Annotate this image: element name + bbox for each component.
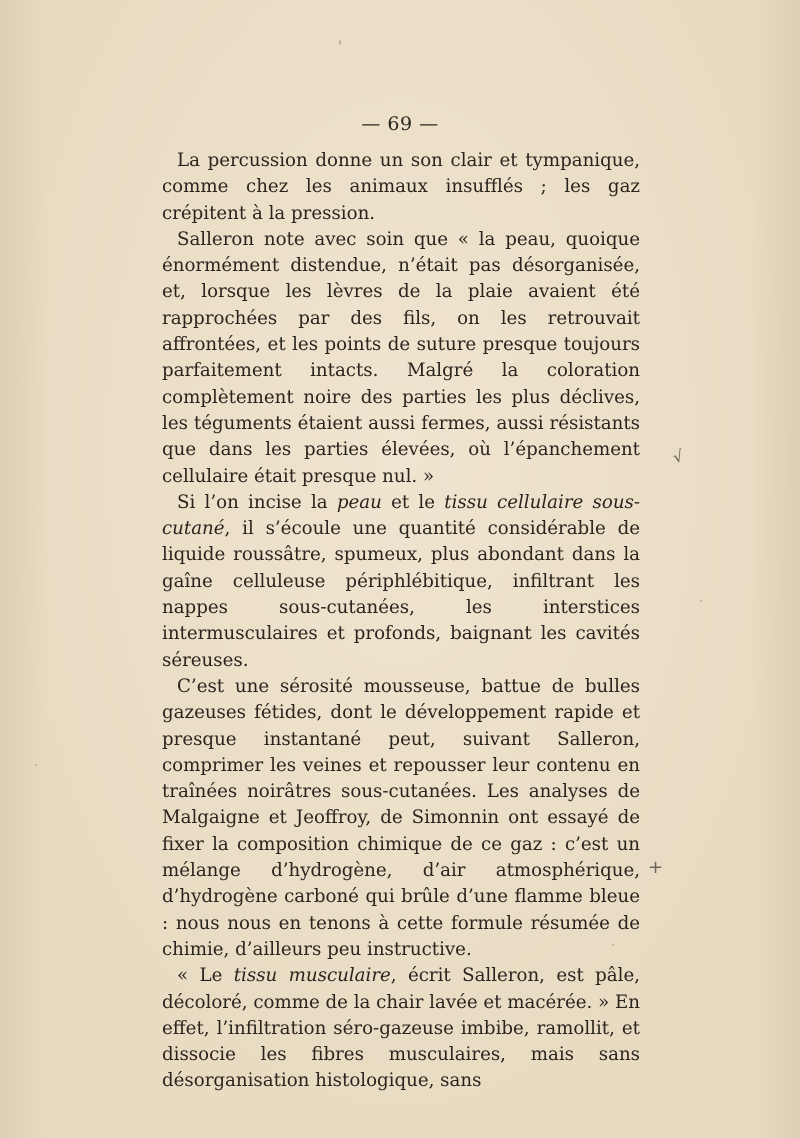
paragraph-2-text: Salleron note avec soin que « la peau, quoique énormément distendue, n’était pas désorganisée, et, lorsque les lèvres de la plaie avaient été rapprochées par des fils, on les retrouvait affrontées, et les points de suture presque toujours parfaitement intacts. Malgré la coloration complètement noire des parties les plus déclives, les téguments étaient aussi fermes, aussi résistants que dans les parties élevées, où l’épanchement cellulaire était presque nul. » — [162, 228, 640, 487]
paragraph-4-text: C’est une sérosité mousseuse, battue de bulles gazeuses fétides, dont le développement rapide et presque instantané peut, suivant Salleron, comprimer les veines et repousser leur contenu en traînées noirâtres sous-cutanées. Les analyses de Malgaigne et Jeoffroy, de Simonnin ont essayé de fixer la composition chimique de ce gaz : c’est un mélange d’hydrogène, d’air atmosphérique, d’hydrogène carboné qui brûle d’une flamme bleue : nous nous en tenons à cette formule résumée de chimie, d’ailleurs peu instructive. — [162, 675, 640, 960]
paragraph-2 — [162, 227, 640, 490]
paper-speck — [339, 40, 341, 45]
paragraph-3-italic-peau: peau — [336, 491, 382, 513]
margin-cross-mark-icon: + — [648, 857, 664, 878]
paper-speck — [612, 944, 614, 946]
paragraph-5-text-b: , écrit Salleron, est pâle, décoloré, comme de la chair lavée et macérée. » En effet, l’infiltration séro-gazeuse imbibe, ramollit, et dissocie les fibres musculaires, mais sans désorganisation histologique, sans — [162, 965, 640, 1092]
paragraph-1 — [162, 148, 640, 227]
paragraph-3-italic-tissu: tissu cellulaire sous-cutané — [162, 491, 641, 540]
margin-pencil-mark-icon: √ — [670, 446, 686, 467]
paragraph-3 — [162, 490, 640, 674]
paragraph-5-italic-tissu: tissu musculaire — [233, 965, 391, 987]
paragraph-3-text-a: Si l’on incise la — [177, 491, 337, 513]
paper-speck — [35, 764, 37, 766]
paragraph-4 — [162, 674, 640, 963]
paragraph-1-text: La percussion donne un son clair et tympanique, comme chez les animaux insufflés ; les gaz crépitent à la pression. — [162, 150, 640, 224]
paragraph-3-text-b: et le — [381, 491, 445, 513]
paper-speck — [700, 600, 702, 602]
body-text — [162, 148, 640, 1095]
paragraph-5-text-a: « Le — [177, 965, 234, 987]
paragraph-5 — [162, 963, 640, 1094]
page-number: — 69 — — [361, 113, 439, 135]
paragraph-3-text-c: , il s’écoule une quantité considérable de liquide roussâtre, spumeux, plus abondant dans la gaîne celluleuse périphlébitique, infiltrant les nappes sous-cutanées, les interstices intermusculaires et profonds, baignant les cavités séreuses. — [162, 518, 640, 671]
